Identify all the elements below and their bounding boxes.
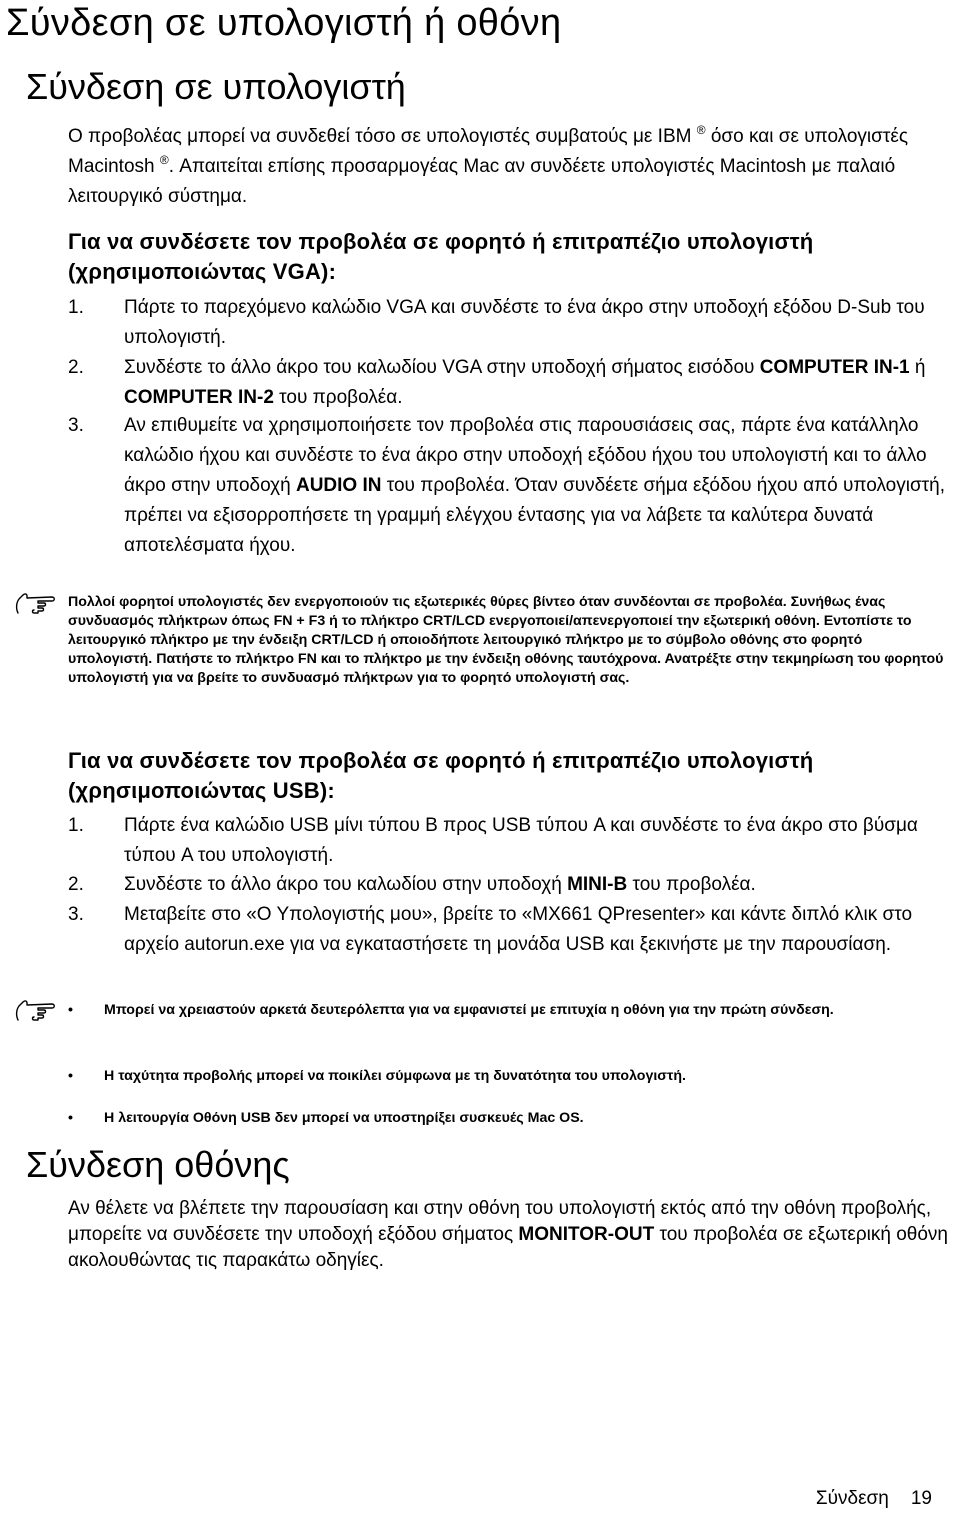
page-title: Σύνδεση σε υπολογιστή ή οθόνη [6,2,562,44]
intro-paragraph: Ο προβολέας μπορεί να συνδεθεί τόσο σε υπολογιστές συμβατούς με IBM ® όσο και σε υπολογιστές Macintosh ®. Απαιτείται επίσης προσαρμογέας Mac αν συνδέετε υπολογιστές Macintosh με παλαιό λειτουργικό σύστημα. [68,123,909,207]
pointing-hand-icon [14,996,58,1024]
usb-note-bullet [68,1000,948,1021]
step-number: 3. [68,904,84,925]
section-title-monitor: Σύνδεση οθόνης [26,1144,290,1185]
step-text: Μεταβείτε στο «Ο Υπολογιστής μου», βρείτε το «MX661 QPresenter» και κάντε διπλό κλικ στο αρχείο autorun.exe για να εγκαταστήσετε τη μονάδα USB και ξεκινήστε με την παρουσίαση. [124,904,913,955]
vga-step-1 [68,293,952,353]
usb-heading: Για να συνδέσετε τον προβολέα σε φορητό ή επιτραπέζιο υπολογιστή (χρησιμοποιώντας USB): [68,748,814,803]
port-label: COMPUTER IN-2 [124,387,274,408]
vga-note: Πολλοί φορητοί υπολογιστές δεν ενεργοποιούν τις εξωτερικές θύρες βίντεο όταν συνδέονται σε προβολέα. Συνήθως ένας συνδυασμός πλήκτρων όπως FN + F3 ή το πλήκτρο CRT/LCD ενεργοποιεί/απενεργοποιεί την εξωτερική οθόνη. Εντοπίστε το λειτουργικό πλήκτρο με την ένδειξη CRT/LCD ή οποιοδήποτε λειτουργικό πλήκτρο με το σύμβολο οθόνης στο φορητό υπολογιστή. Πατήστε το πλήκτρο FN και το πλήκτρο με την ένδειξη οθόνης ταυτόχρονα. Ανατρέξτε στην τεκμηρίωση του φορητού υπολογιστή για να βρείτε το συνδυασμό πλήκτρων για το φορητό υπολογιστή σας. [68,594,944,686]
usb-step-3 [68,900,952,960]
usb-note-bullet [68,1108,948,1129]
bullet-dot: • [68,1110,73,1126]
pointing-hand-icon [14,589,58,617]
footer-section-name: Σύνδεση [815,1488,889,1509]
port-label: MONITOR-OUT [518,1224,655,1245]
bullet-text: Η λειτουργία Οθόνη USB δεν μπορεί να υποστηρίξει συσκευές Mac OS. [104,1110,584,1126]
step-number: 1. [68,297,84,318]
step-text: Συνδέστε το άλλο άκρο του καλωδίου VGA στην υποδοχή σήματος εισόδου COMPUTER IN-1 ή COMPUTER IN-2 του προβολέα. [124,357,926,408]
step-number: 1. [68,815,84,836]
vga-step-2 [68,353,952,413]
step-number: 2. [68,357,84,378]
port-label: AUDIO IN [295,475,382,496]
step-number: 3. [68,415,84,436]
usb-note-bullet [68,1066,948,1087]
usb-step-1 [68,811,952,871]
vga-step-3 [68,411,952,561]
step-number: 2. [68,874,84,895]
bullet-dot: • [68,1068,73,1084]
bullet-dot: • [68,1002,73,1018]
page-number: 19 [910,1488,932,1509]
port-label: COMPUTER IN-1 [759,357,910,378]
section-title-pc: Σύνδεση σε υπολογιστή [26,66,406,107]
monitor-paragraph: Αν θέλετε να βλέπετε την παρουσίαση και στην οθόνη του υπολογιστή εκτός από την οθόνη προβολής, μπορείτε να συνδέσετε την υποδοχή εξόδου σήματος MONITOR-OUT του προβολέα σε εξωτερική οθόνη ακολουθώντας τις παρακάτω οδηγίες. [68,1198,948,1271]
bullet-text: Η ταχύτητα προβολής μπορεί να ποικίλει σύμφωνα με τη δυνατότητα του υπολογιστή. [104,1068,686,1084]
step-text: Πάρτε το παρεχόμενο καλώδιο VGA και συνδέστε το ένα άκρο στην υποδοχή εξόδου D-Sub του υπολογιστή. [124,297,925,348]
step-text: Αν επιθυμείτε να χρησιμοποιήσετε τον προβολέα στις παρουσιάσεις σας, πάρτε ένα κατάλληλο καλώδιο ήχου και συνδέστε το ένα άκρο στην υποδοχή εξόδου ήχου του υπολογιστή και το άλλο άκρο στην υποδοχή AUDIO IN του προβολέα. Όταν συνδέετε σήμα εξόδου ήχου από υπολογιστή, πρέπει να εξισορροπήσετε τη γραμμή ελέγχου έντασης για να λάβετε τα καλύτερα δυνατά αποτελέσματα ήχου. [124,415,946,556]
bullet-text: Μπορεί να χρειαστούν αρκετά δευτερόλεπτα για να εμφανιστεί με επιτυχία η οθόνη για την πρώτη σύνδεση. [104,1002,834,1018]
registered-mark: ® [696,123,706,137]
port-label: MINI-B [567,874,628,895]
page-footer [816,1488,932,1510]
vga-heading: Για να συνδέσετε τον προβολέα σε φορητό ή επιτραπέζιο υπολογιστή (χρησιμοποιώντας VGA): [68,229,814,284]
step-text: Συνδέστε το άλλο άκρο του καλωδίου στην υποδοχή MINI-B του προβολέα. [124,874,756,895]
step-text: Πάρτε ένα καλώδιο USB μίνι τύπου B προς USB τύπου A και συνδέστε το ένα άκρο στο βύσμα τύπου A του υπολογιστή. [124,815,918,866]
usb-step-2 [68,870,952,900]
registered-mark: ® [159,153,169,167]
